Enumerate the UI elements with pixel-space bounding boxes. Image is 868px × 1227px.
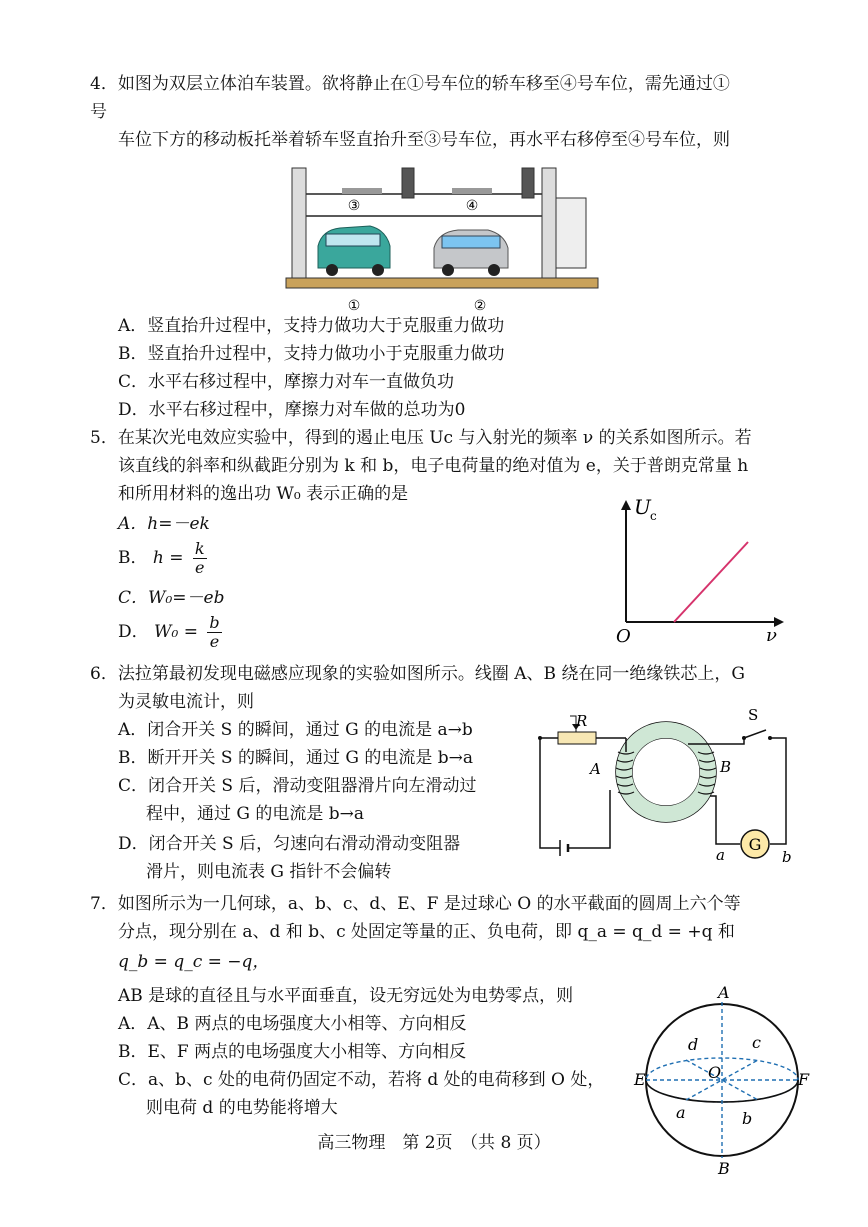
q6-option-a: A．闭合开关 S 的瞬间，通过 G 的电流是 a→b bbox=[118, 720, 473, 740]
sphere-c: c bbox=[752, 1033, 761, 1052]
graph-y-label: U bbox=[634, 495, 651, 519]
sphere-figure bbox=[630, 983, 830, 1178]
q6-stem-line2: 为灵敏电流计，则 bbox=[118, 692, 254, 712]
label-R: R bbox=[576, 712, 588, 730]
label-S: S bbox=[748, 706, 759, 724]
faraday-circuit bbox=[530, 700, 800, 870]
q7-option-a: A．A、B 两点的电场强度大小相等、方向相反 bbox=[118, 1014, 467, 1034]
slot2-label: ② bbox=[473, 298, 487, 314]
slot3-label: ③ bbox=[347, 198, 361, 214]
sphere-b: b bbox=[742, 1109, 753, 1128]
label-B: B bbox=[720, 758, 732, 776]
q7-stem-line3: q_b = q_c = −q， bbox=[118, 952, 270, 972]
q7-stem-line1: 7．如图所示为一几何球，a、b、c、d、E、F 是过球心 O 的水平截面的圆周上六个等 bbox=[90, 894, 741, 914]
q4-option-a: A．竖直抬升过程中，支持力做功大于克服重力做功 bbox=[118, 316, 505, 336]
q7-option-c-cont: 则电荷 d 的电势能将增大 bbox=[146, 1098, 338, 1118]
q4-stem-line1b: 号 bbox=[90, 102, 107, 122]
q5-option-d bbox=[118, 614, 222, 651]
q5-option-b-lhs: h = bbox=[152, 548, 184, 568]
q5-stem-line2: 该直线的斜率和纵截距分别为 k 和 b，电子电荷量的绝对值为 e，关于普朗克常量 h bbox=[118, 456, 749, 476]
frac-num: b bbox=[209, 613, 220, 632]
slot4-label: ④ bbox=[465, 198, 479, 214]
graph-y-sub: c bbox=[650, 509, 657, 523]
q7-stem-line2: 分点，现分别在 a、d 和 b、c 处固定等量的正、负电荷，即 q_a = q_d = +q 和 bbox=[118, 922, 735, 942]
q4-stem-line1: 4．如图为双层立体泊车装置。欲将静止在①号车位的轿车移至④号车位，需先通过① bbox=[90, 74, 730, 94]
sphere-E: E bbox=[634, 1070, 646, 1089]
graph-x-label: ν bbox=[766, 625, 777, 646]
photoelectric-graph bbox=[612, 496, 792, 646]
q5-option-a: A．h=－ek bbox=[118, 514, 210, 534]
q5-option-d-lhs: W₀ = bbox=[154, 622, 198, 642]
sphere-O: O bbox=[708, 1063, 722, 1082]
q6-stem-line1: 6．法拉第最初发现电磁感应现象的实验如图所示。线圈 A、B 绕在同一绝缘铁芯上，G bbox=[90, 664, 745, 684]
q6-option-b: B．断开开关 S 的瞬间，通过 G 的电流是 b→a bbox=[118, 748, 473, 768]
sphere-a: a bbox=[676, 1103, 686, 1122]
graph-data-line bbox=[674, 542, 748, 622]
q5-stem-line1: 5．在某次光电效应实验中，得到的遏止电压 Uc 与入射光的频率 ν 的关系如图所示。若 bbox=[90, 428, 752, 448]
q5-option-b-fraction bbox=[193, 540, 207, 577]
q6-option-c-cont: 程中，通过 G 的电流是 b→a bbox=[146, 804, 365, 824]
sphere-F: F bbox=[798, 1070, 810, 1089]
q5-option-b-prefix: B． bbox=[118, 548, 148, 568]
q5-option-b bbox=[118, 540, 207, 577]
label-b: b bbox=[782, 848, 792, 866]
sphere-A: A bbox=[718, 983, 730, 1002]
label-A: A bbox=[590, 760, 601, 778]
sphere-d: d bbox=[688, 1035, 699, 1054]
q7-option-b: B．E、F 两点的电场强度大小相等、方向相反 bbox=[118, 1042, 467, 1062]
page-footer: 高三物理 第 2页 （共 8 页） bbox=[317, 1133, 551, 1153]
q4-option-d: D．水平右移过程中，摩擦力对车做的总功为0 bbox=[118, 400, 466, 420]
label-a: a bbox=[716, 846, 725, 864]
parking-figure bbox=[282, 158, 602, 318]
label-G: G bbox=[748, 835, 762, 854]
slot1-label: ① bbox=[347, 298, 361, 314]
q5-option-c: C．W₀=－eb bbox=[118, 588, 225, 608]
sphere-B: B bbox=[718, 1159, 730, 1178]
q5-stem-line3: 和所用材料的逸出功 W₀ 表示正确的是 bbox=[118, 484, 409, 504]
q7-option-c: C．a、b、c 处的电荷仍固定不动，若将 d 处的电荷移到 O 处， bbox=[118, 1070, 605, 1090]
q6-option-c: C．闭合开关 S 后，滑动变阻器滑片向左滑动过 bbox=[118, 776, 477, 796]
graph-origin: O bbox=[616, 626, 631, 647]
q5-option-d-fraction bbox=[207, 614, 221, 651]
q4-option-c: C．水平右移过程中，摩擦力对车一直做负功 bbox=[118, 372, 455, 392]
q6-option-d: D．闭合开关 S 后，匀速向右滑动滑动变阻器 bbox=[118, 834, 461, 854]
q7-stem-line4: AB 是球的直径且与水平面垂直，设无穷远处为电势零点，则 bbox=[118, 986, 574, 1006]
frac-den: e bbox=[209, 632, 220, 651]
frac-num: k bbox=[194, 539, 205, 558]
q5-option-d-prefix: D． bbox=[118, 622, 149, 642]
frac-den: e bbox=[195, 558, 205, 577]
q6-option-d-cont: 滑片，则电流表 G 指针不会偏转 bbox=[146, 862, 392, 882]
q4-option-b: B．竖直抬升过程中，支持力做功小于克服重力做功 bbox=[118, 344, 505, 364]
q4-stem-line2: 车位下方的移动板托举着轿车竖直抬升至③号车位，再水平右移停至④号车位，则 bbox=[118, 130, 730, 150]
